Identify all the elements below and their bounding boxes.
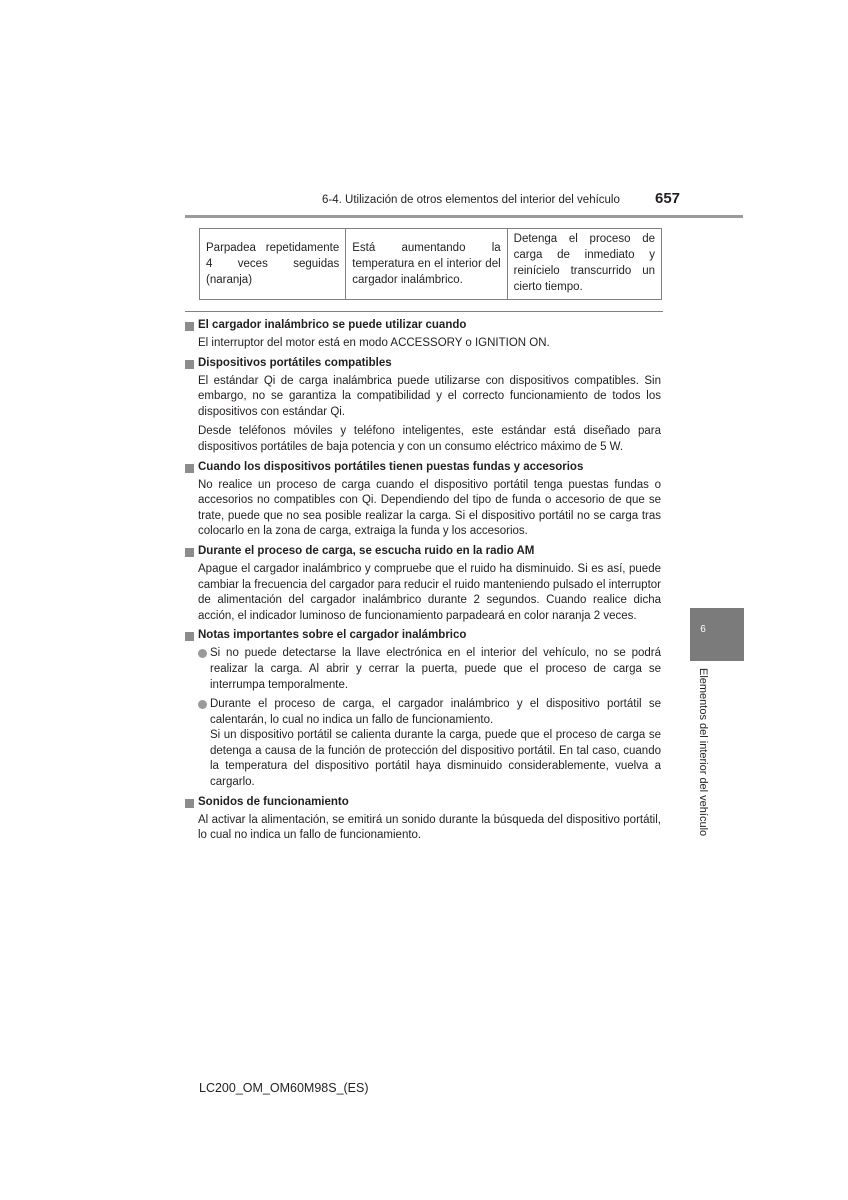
section xyxy=(185,318,661,352)
content-body xyxy=(185,318,661,848)
bullet-text: Durante el proceso de carga, el cargador inalámbrico y el dispositivo portátil se calentarán, lo cual no indica un fallo de funcionamiento. xyxy=(210,698,661,726)
section-heading: Notas importantes sobre el cargador inalámbrico xyxy=(185,628,661,644)
status-table xyxy=(199,228,662,300)
section-paragraph: Apague el cargador inalámbrico y compruebe que el ruido ha disminuido. Si es así, puede cambiar la frecuencia del cargador para reducir el ruido manteniendo pulsado el interruptor de alimentación del cargador inalámbrico durante 2 segundos. Cuando realice dicha acción, el indicador luminoso de funcionamiento parpadeará en color naranja 2 veces. xyxy=(198,562,661,622)
footer-document-code: LC200_OM_OM60M98S_(ES) xyxy=(199,1081,369,1095)
section-paragraph: Desde teléfonos móviles y teléfono inteligentes, este estándar está diseñado para dispositivos portátiles de baja potencia y con un consumo eléctrico máximo de 5 W. xyxy=(198,425,661,453)
section-paragraph: No realice un proceso de carga cuando el dispositivo portátil tenga puestas fundas o accesorios no compatibles con Qi. Dependiendo del tipo de funda o accesorio de que se trate, puede que no sea posible realizar la carga. Si el dispositivo portátil no se carga tras colocarlo en la zona de carga, extraiga la funda y los accesorios. xyxy=(198,478,661,538)
bullet-text: Si no puede detectarse la llave electrónica en el interior del vehículo, no se podrá realizar la carga. Al abrir y cerrar la puerta, puede que el proceso de carga se interrumpa temporalmente. xyxy=(210,647,661,691)
section xyxy=(185,460,661,540)
chapter-number: 6 xyxy=(700,624,706,635)
section-heading: Durante el proceso de carga, se escucha ruido en la radio AM xyxy=(185,544,661,560)
section-heading: Cuando los dispositivos portátiles tienen puestas fundas y accesorios xyxy=(185,460,661,476)
section xyxy=(185,544,661,624)
header-section-title: 6-4. Utilización de otros elementos del interior del vehículo xyxy=(322,194,620,206)
bullet-text: Si un dispositivo portátil se calienta durante la carga, puede que el proceso de carga se detenga a causa de la función de protección del dispositivo portátil. En tal caso, cuando la temperatura del dispositivo portátil haya disminuido considerablemente, vuelva a cargarlo. xyxy=(210,729,661,789)
section xyxy=(185,628,661,790)
bullet-item xyxy=(210,697,661,791)
table-cell-cause: Está aumentando la temperatura en el interior del cargador inalámbrico. xyxy=(346,229,507,300)
section xyxy=(185,795,661,844)
table-cell-action: Detenga el proceso de carga de inmediato y reinícielo transcurrido un cierto tiempo. xyxy=(507,229,661,300)
section-heading: Dispositivos portátiles compatibles xyxy=(185,356,661,372)
section-paragraph: El interruptor del motor está en modo ACCESSORY o IGNITION ON. xyxy=(198,337,550,349)
section-heading: El cargador inalámbrico se puede utilizar cuando xyxy=(185,318,661,334)
page-number: 657 xyxy=(655,190,681,207)
chapter-tab[interactable] xyxy=(690,608,744,661)
table-cell-indicator: Parpadea repetidamente 4 veces seguidas (naranja) xyxy=(200,229,346,300)
chapter-label: Elementos del interior del vehículo xyxy=(697,668,709,837)
header-rule xyxy=(185,215,743,218)
table-row xyxy=(200,229,662,300)
section-paragraph: El estándar Qi de carga inalámbrica puede utilizarse con dispositivos compatibles. Sin embargo, no se garantiza la compatibilidad y el correcto funcionamiento de todos los dispositivos con estándar Qi. xyxy=(198,374,661,418)
table-bottom-rule xyxy=(185,311,663,312)
section xyxy=(185,356,661,456)
section-heading: Sonidos de funcionamiento xyxy=(185,795,661,811)
section-paragraph: Al activar la alimentación, se emitirá un sonido durante la búsqueda del dispositivo portátil, lo cual no indica un fallo de funcionamiento. xyxy=(198,813,661,842)
bullet-item xyxy=(210,646,661,693)
